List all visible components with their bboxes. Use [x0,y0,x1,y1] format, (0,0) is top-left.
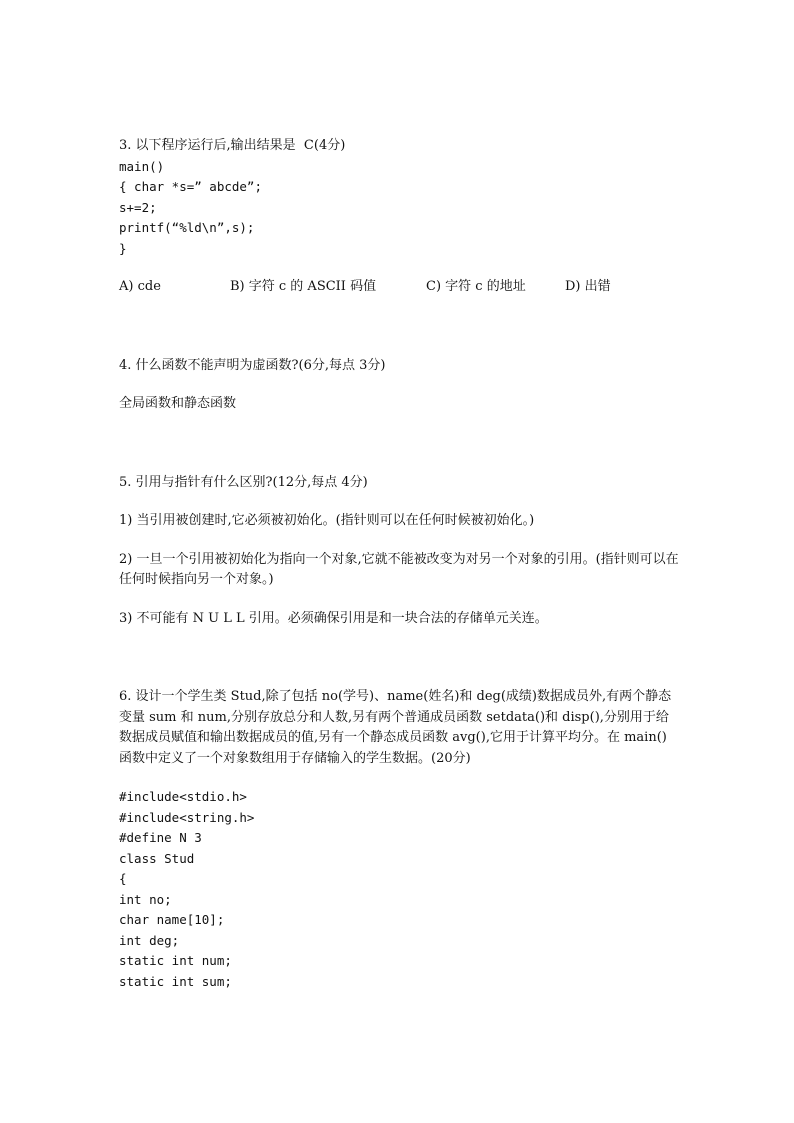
spacer [119,259,679,277]
q3-option-d: D) 出错 [565,279,611,294]
q3-code-line: main() [119,158,165,174]
spacer [119,591,679,609]
spacer [119,629,679,687]
q6-code-line: { [119,871,127,886]
q4-title: 4. 什么函数不能声明为虚函数?(6分,每点 3分) [119,357,386,373]
q3-code-line: s+=2; [119,199,157,215]
q3-option-c: C) 字符 c 的地址 [426,279,526,294]
q3-options [119,277,679,298]
q3-code-line: } [119,240,127,256]
q6-code-line: static int num; [119,953,232,968]
q3-option-a: A) cde [119,279,161,294]
q5-title: 5. 引用与指针有什么区别?(12分,每点 4分) [119,474,368,490]
q6-code-line: static int sum; [119,973,232,989]
q6-code-line: int deg; [119,932,180,948]
q6-code-line: #include<stdio.h> [119,789,247,804]
q5-point-1: 1) 当引用被创建时,它必须被初始化。(指针则可以在任何时候被初始化。) [119,513,535,528]
spacer [119,415,679,473]
spacer [119,532,679,550]
spacer [119,769,679,787]
q6-code-line: char name[10]; [119,912,225,927]
q3-title: 3. 以下程序运行后,输出结果是 C(4分) [119,138,346,153]
q6-title: 6. 设计一个学生类 Stud,除了包括 no(学号)、name(姓名)和 deg(成绩)数据成员外,有两个静态变量 sum 和 num,分别存放总分和人数,另有两个普通成员函数 setdata()和 disp(),分别用于给数据成员赋值和输出数据成员的值,另有一个静态成员函数 avg(),它用于计算平均分。在 main()函数中定义了一个对象数组用于存储输入的学生数据。(20分) [119,689,672,766]
document-content [119,136,679,992]
q5-point-3: 3) 不可能有 N U L L 引用。必须确保引用是和一块合法的存储单元关连。 [119,610,548,626]
q6-code-line: int no; [119,891,172,907]
spacer [119,298,679,356]
q6-code-line: class Stud [119,850,195,866]
q3-code-line: { char *s=” abcde”; [119,179,262,194]
q6-code-line: #include<string.h> [119,809,255,825]
spacer [119,493,679,511]
q6-code-line: #define N 3 [119,830,202,845]
q4-answer: 全局函数和静态函数 [119,396,237,411]
spacer [119,376,679,394]
q3-code-line: printf(“%ld\n”,s); [119,220,255,235]
q3-option-b: B) 字符 c 的 ASCII 码值 [230,279,377,294]
q5-point-2: 2) 一旦一个引用被初始化为指向一个对象,它就不能被改变为对另一个对象的引用。(指针则可以在任何时候指向另一个对象。) [119,551,679,587]
